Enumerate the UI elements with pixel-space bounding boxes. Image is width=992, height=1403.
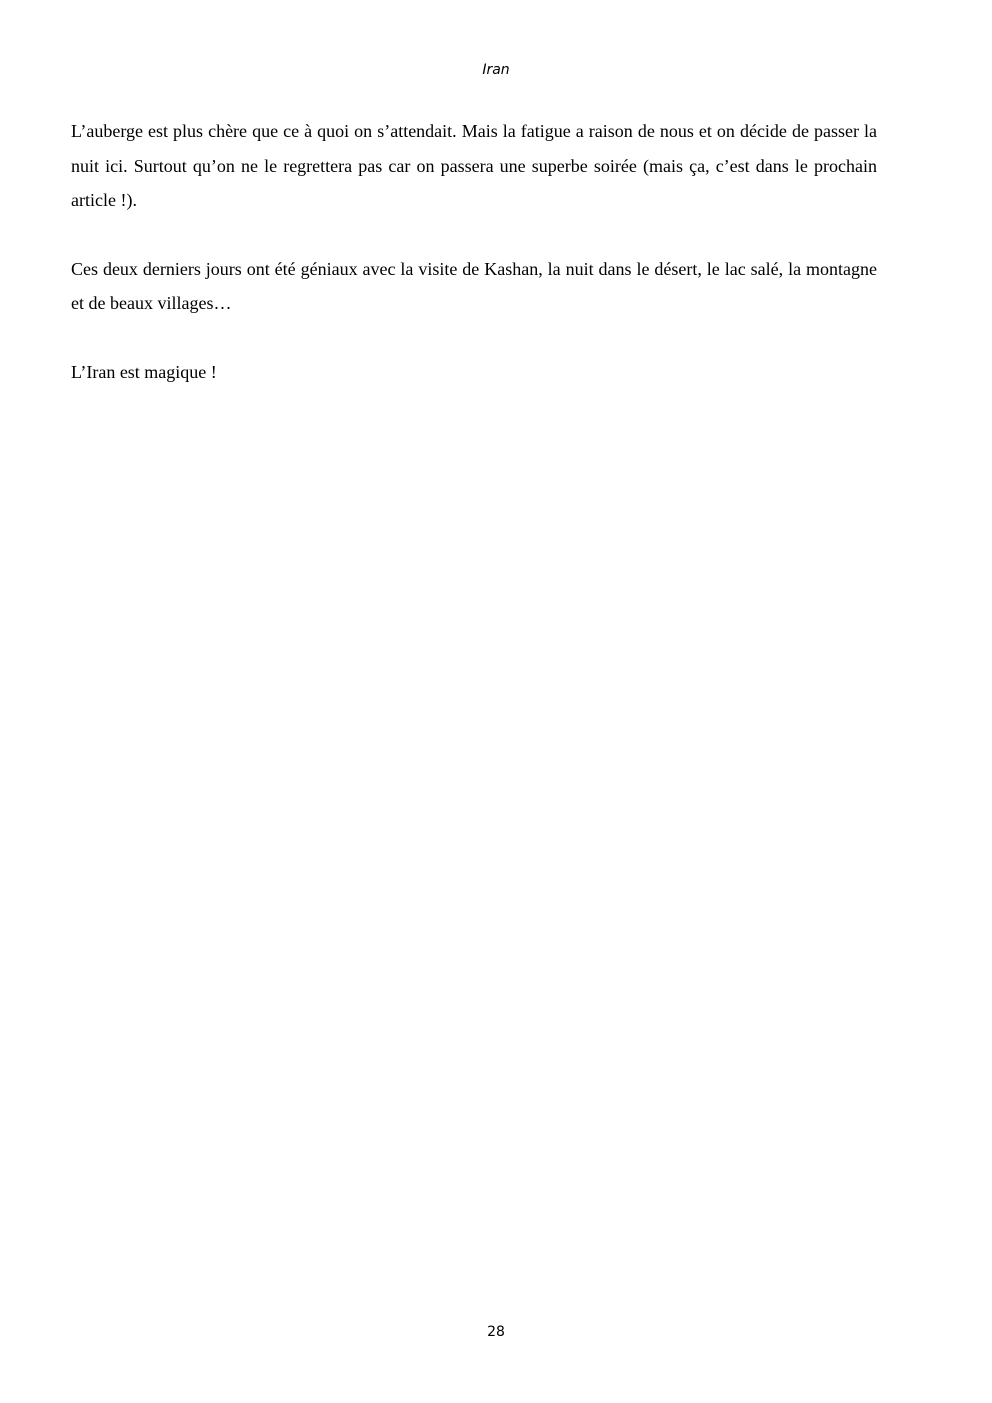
paragraph-iran-magique: L’Iran est magique ! [71,361,217,382]
paragraph-auberge: L’auberge est plus chère que ce à quoi on s’attendait. Mais la fatigue a raison de nous et on décide de passer la nuit ici. Surtout qu’on ne le regrettera pas car on passera une superbe soirée (mais ça, c’est dans le prochain article !). [71,121,877,210]
page-number: 28 [487,1324,505,1340]
paragraph-derniers-jours: Ces deux derniers jours ont été géniaux avec la visite de Kashan, la nuit dans le désert, le lac salé, la montagne et de beaux villages… [71,258,877,313]
body-text [71,114,877,423]
running-header: Iran [482,62,510,78]
